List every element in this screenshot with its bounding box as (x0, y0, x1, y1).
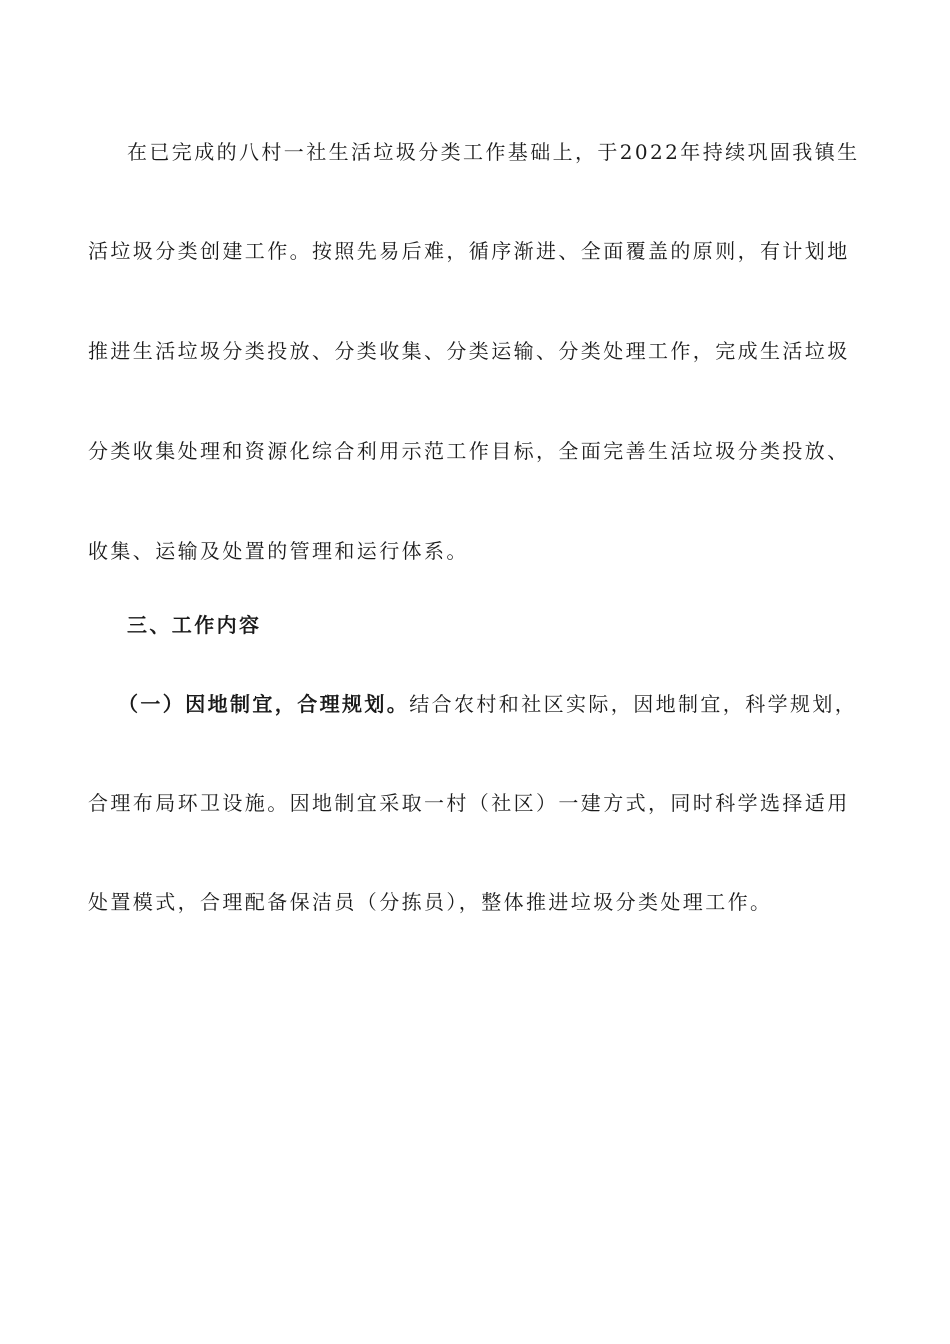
paragraph-2-line-3: 处置模式，合理配备保洁员（分拣员），整体推进垃圾分类处理工作。 (88, 890, 773, 914)
section-heading: 三、工作内容 (127, 613, 262, 637)
paragraph-1-line-4: 分类收集处理和资源化综合利用示范工作目标，全面完善生活垃圾分类投放、 (88, 439, 850, 463)
paragraph-2-line-1-text: 结合农村和社区实际，因地制宜，科学规划， (409, 692, 858, 716)
paragraph-2-line-2: 合理布局环卫设施。因地制宜采取一村（社区）一建方式，同时科学选择适用 (88, 791, 850, 815)
paragraph-1-line-5: 收集、运输及处置的管理和运行体系。 (88, 539, 469, 563)
paragraph-2-bold-lead: （一）因地制宜，合理规划。 (118, 692, 410, 716)
paragraph-1-line-2: 活垃圾分类创建工作。按照先易后难，循序渐进、全面覆盖的原则，有计划地 (88, 239, 850, 263)
paragraph-1-line-1: 在已完成的八村一社生活垃圾分类工作基础上，于2022年持续巩固我镇生 (127, 140, 860, 164)
paragraph-2-line-1 (118, 691, 858, 717)
paragraph-1-line-3: 推进生活垃圾分类投放、分类收集、分类运输、分类处理工作，完成生活垃圾 (88, 339, 850, 363)
